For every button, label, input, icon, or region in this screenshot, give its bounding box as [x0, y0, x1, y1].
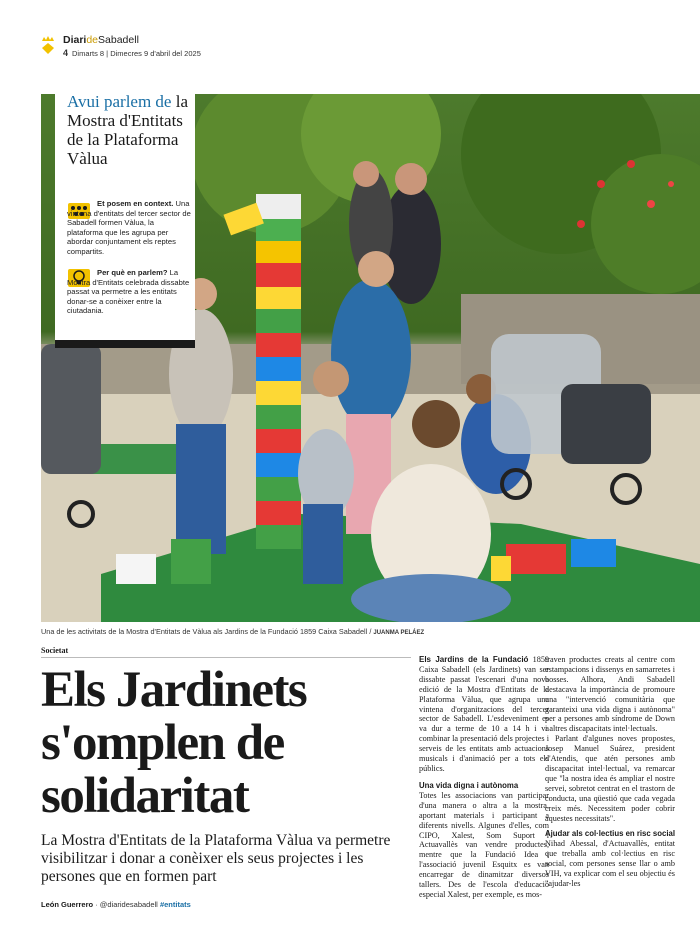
byline: León Guerrero · @diaridesabadell #entitats — [41, 900, 191, 909]
headline: Els Jardinets s'omplen de solidaritat — [41, 662, 307, 824]
col1-paragraph-2: Totes les associacions van participar d'una manera o altra a la mostra, aportant materials i participant a diferents nivells. Algunes d'elles, com CIPO, Xalest, Som Suport i Actuavallès van vendre productes, mentre que la Fundació Idea i l'associació juvenil Esquitx es van encarregar de dinamitzar diversos tallers. Des de l'escola d'educació especial Xalest, per exemple, es mos- — [419, 790, 549, 899]
article-column-1 — [419, 655, 549, 900]
info-box-title-rest: la Mostra d'Entitats de la Plataforma Vàlua — [67, 92, 189, 168]
col2-paragraph-1: traven productes creats al centre com estampacions i dissenys en samarretes i bosses. Alhora, Andi Sabadell destacava la importància de promoure una "intervenció comunitària que garanteixi una vida digna i autònoma" per a persones amb síndrome de Down i altres discapacitats intel·lectuals. — [545, 655, 675, 734]
context-paragraph — [67, 199, 191, 256]
subheading-risc-social: Ajudar als col·lectius en risc social — [545, 829, 676, 839]
social-handle[interactable]: @diaridesabadell — [99, 900, 158, 909]
issue-date: Dimarts 8 | Dimecres 9 d'abril del 2025 — [72, 49, 201, 58]
photo-caption — [41, 627, 424, 636]
info-box — [55, 88, 195, 348]
lead-in: Els Jardins de la Fundació — [419, 655, 529, 664]
context-text: Una vintena d'entitats del tercer sector de Sabadell formen Vàlua, la plataforma que les agrupa per abordar conjuntament els reptes compartits. — [67, 199, 191, 256]
subheadline: La Mostra d'Entitats de la Plataforma Vàlua va permetre visibilitzar i donar a conèixer els seus projectes i les persones que en formen part — [41, 832, 391, 885]
section-divider — [41, 657, 411, 658]
why-text: La Mostra d'Entitats celebrada dissabte passat va permetre a les entitats donar-se a conèixer entre la ciutadania. — [67, 268, 190, 315]
subheading-vida-digna: Una vida digna i autònoma — [419, 780, 519, 790]
info-box-title — [67, 92, 192, 168]
why-heading: Per què en parlem? — [97, 268, 168, 277]
col2-paragraph-2: Parlant d'algunes noves propostes, Josep Manuel Suárez, president d'Atendis, que atén persones amb discapacitat intel·lectual, va remarcar que "la nostra idea és ampliar el nostre servei, sobretot centrat en el trastorn de conducta, una qüestió que cada vegada creix més. Necessitem poder cobrir aquestes necessitats". — [545, 734, 675, 823]
photo-credit: JUANMA PELÁEZ — [373, 630, 425, 636]
section-label: Societat — [41, 646, 69, 655]
hashtag[interactable]: #entitats — [159, 900, 191, 909]
brand-de: de — [86, 34, 99, 46]
col1-paragraph-1: 1859 Caixa Sabadell (els Jardinets) van ser dissabte passat l'escenari d'una nova edició de la Mostra d'Entitats de la Plataforma Vàlua, que agrupa una vintena d'organitzacions del tercer sector de Sabadell. L'esdeveniment es va dur a terme de 10 a 14 h i va combinar la presentació dels projectes i serveis de les entitats amb actuacions musicals i d'animació per a tots els públics. — [419, 655, 550, 773]
info-box-title-highlight: Avui parlem de — [67, 92, 172, 111]
diari-de-sabadell-logo-icon — [41, 35, 55, 55]
article-column-2 — [545, 655, 675, 889]
masthead — [63, 34, 139, 46]
brand-diari: Diari — [63, 34, 87, 46]
page-info — [63, 48, 201, 58]
col2-paragraph-3: Nihad Abessal, d'Actuavallès, entitat que treballa amb col·lectius en risc social, com persones sense llar o amb VIH, va explicar com el seu objectiu és "ajudar-les — [545, 839, 675, 889]
page-number: 4 — [63, 48, 69, 58]
author: León Guerrero — [41, 900, 94, 909]
brand-sabadell: Sabadell — [98, 34, 139, 46]
context-heading: Et posem en context. — [97, 199, 174, 208]
caption-text: Una de les activitats de la Mostra d'Entitats de Vàlua als Jardins de la Fundació 1859 Caixa Sabadell / — [41, 627, 374, 636]
why-paragraph — [67, 268, 191, 316]
